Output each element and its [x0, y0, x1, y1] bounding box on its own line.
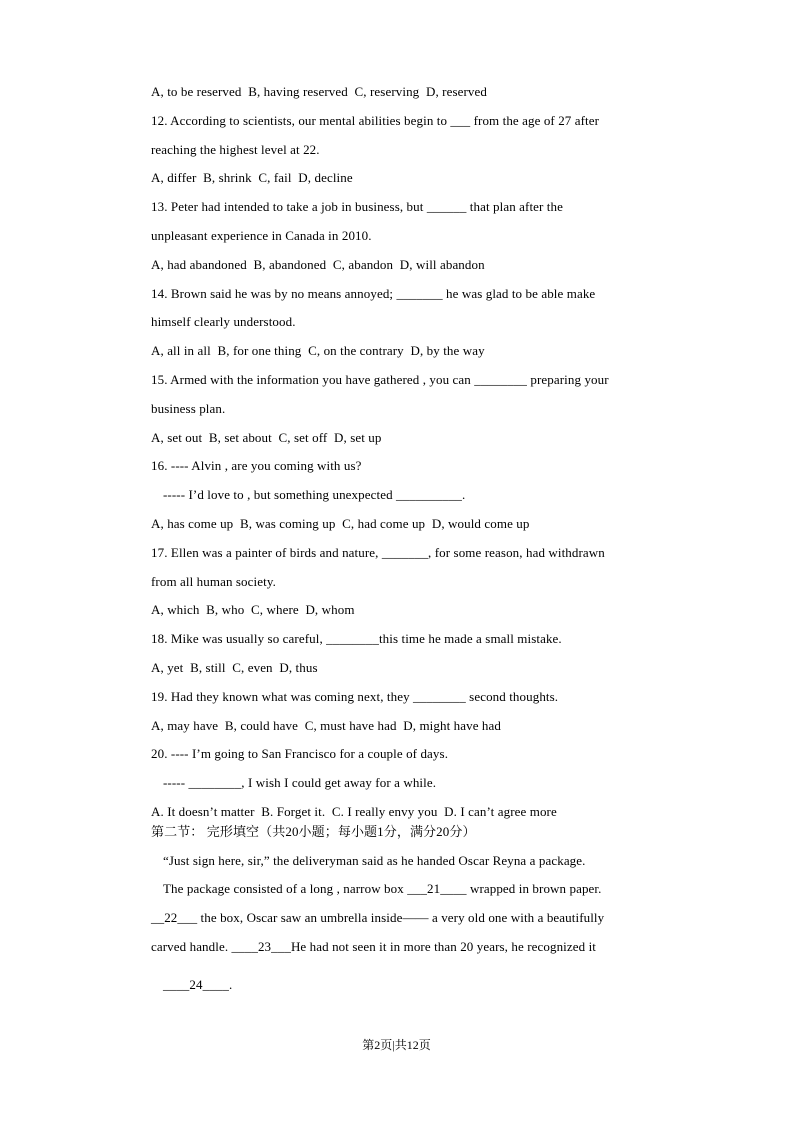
- passage-line: The package consisted of a long , narrow box ___21____ wrapped in brown paper.: [163, 881, 602, 897]
- question-line: 16. ---- Alvin , are you coming with us?: [151, 458, 362, 474]
- passage-line: carved handle. ____23___He had not seen it in more than 20 years, he recognized it: [151, 938, 597, 954]
- question-line: 20. ---- I’m going to San Francisco for a couple of days.: [151, 746, 449, 762]
- question-line: unpleasant experience in Canada in 2010.: [151, 227, 372, 243]
- options-line: A, to be reserved B, having reserved C, reserving D, reserved: [151, 84, 487, 99]
- options-line: A, yet B, still C, even D, thus: [151, 659, 318, 675]
- page-footer: 第2页|共12页: [362, 1038, 431, 1052]
- question-line: business plan.: [151, 400, 226, 416]
- question-line: 12. According to scientists, our mental abilities begin to ___ from the age of 27 after: [151, 112, 600, 128]
- section-heading: 第二节： 完形填空（共20小题；每小题1分，满分20分）: [151, 823, 476, 839]
- question-line: 19. Had they known what was coming next, they ________ second thoughts.: [151, 688, 559, 704]
- options-line: A, had abandoned B, abandoned C, abandon D, will abandon: [151, 256, 485, 272]
- question-line: 13. Peter had intended to take a job in business, but ______ that plan after the: [151, 199, 563, 215]
- question-line: ----- I’d love to , but something unexpected __________.: [163, 487, 466, 503]
- passage-line: ____24____.: [163, 976, 233, 992]
- options-line: A, has come up B, was coming up C, had come up D, would come up: [151, 515, 530, 531]
- options-line: A, may have B, could have C, must have had D, might have had: [151, 717, 501, 733]
- question-line: reaching the highest level at 22.: [151, 141, 320, 157]
- document-content: [151, 78, 751, 1000]
- options-line: A, all in all B, for one thing C, on the contrary D, by the way: [151, 343, 485, 359]
- passage-line: “Just sign here, sir,” the deliveryman said as he handed Oscar Reyna a package.: [163, 852, 586, 868]
- question-line: 15. Armed with the information you have gathered , you can ________ preparing your: [151, 371, 609, 387]
- options-line: A, differ B, shrink C, fail D, decline: [151, 170, 353, 186]
- question-line: ----- ________, I wish I could get away for a while.: [163, 775, 437, 791]
- question-line: 18. Mike was usually so careful, ________this time he made a small mistake.: [151, 631, 562, 647]
- question-line: 14. Brown said he was by no means annoyed; _______ he was glad to be able make: [151, 285, 596, 301]
- passage-line: __22___ the box, Oscar saw an umbrella inside—— a very old one with a beautifully: [151, 910, 605, 926]
- options-line: A, which B, who C, where D, whom: [151, 602, 355, 618]
- question-line: from all human society.: [151, 573, 276, 589]
- options-line: A, set out B, set about C, set off D, set up: [151, 429, 382, 445]
- question-line: himself clearly understood.: [151, 314, 296, 330]
- question-line: 17. Ellen was a painter of birds and nature, _______, for some reason, had withdrawn: [151, 544, 605, 560]
- options-line: A. It doesn’t matter B. Forget it. C. I really envy you D. I can’t agree more: [151, 803, 557, 819]
